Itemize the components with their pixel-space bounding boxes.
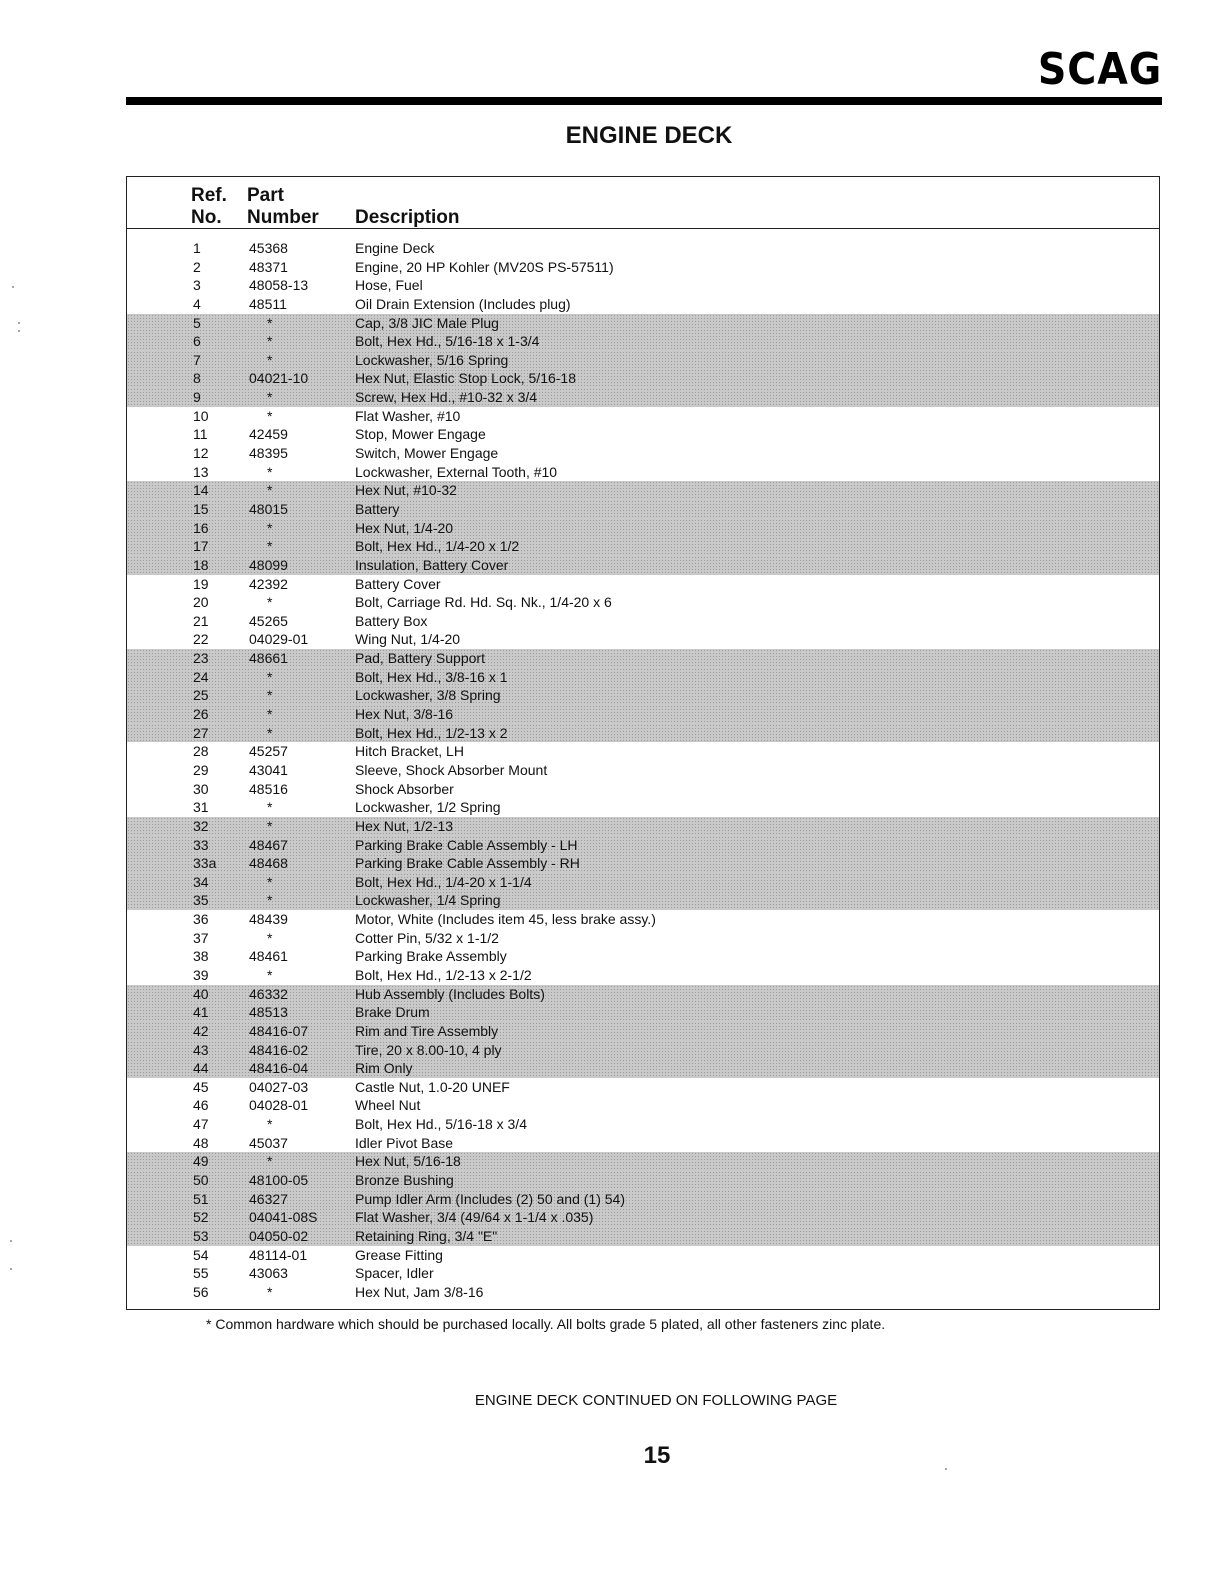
ref-number: 33a [193,855,217,872]
part-description: Flat Washer, #10 [355,407,461,424]
table-row [127,537,1159,556]
part-description: Hex Nut, 3/8-16 [355,706,454,723]
ref-number: 43 [193,1041,209,1058]
part-description: Hex Nut, Jam 3/8-16 [355,1283,484,1300]
column-header-part: Part Number [247,185,319,228]
part-number: 45037 [249,1134,288,1151]
ref-number: 21 [193,612,209,629]
ref-number: 6 [193,333,201,350]
part-description: Flat Washer, 3/4 (49/64 x 1-1/4 x .035) [355,1209,594,1226]
part-number: * [267,314,273,331]
table-row [127,575,1159,594]
part-number: * [267,706,273,723]
part-number: 04027-03 [249,1078,309,1095]
part-number: 48114-01 [249,1246,308,1263]
ref-number: 16 [193,519,209,536]
ref-number: 10 [193,407,209,424]
table-row [127,724,1159,743]
part-description: Retaining Ring, 3/4 "E" [355,1227,498,1244]
part-number: 04041-08S [249,1209,318,1226]
part-description: Bronze Bushing [355,1172,454,1189]
parts-table [126,176,1160,1310]
ref-number: 46 [193,1097,209,1114]
ref-number: 45 [193,1078,209,1095]
part-number: 43041 [249,761,288,778]
part-description: Stop, Mower Engage [355,426,486,443]
ref-number: 13 [193,463,209,480]
part-description: Rim and Tire Assembly [355,1022,499,1039]
part-description: Screw, Hex Hd., #10-32 x 3/4 [355,389,538,406]
table-row [127,1190,1159,1209]
part-number: 48395 [249,445,288,462]
part-description: Spacer, Idler [355,1265,434,1282]
ref-number: 8 [193,370,201,387]
ref-number: 34 [193,873,209,890]
ref-number: 53 [193,1227,209,1244]
part-number: * [267,407,273,424]
table-row [127,1246,1159,1265]
ref-number: 50 [193,1172,209,1189]
table-row [127,966,1159,985]
ref-number: 27 [193,724,209,741]
table-row [127,239,1159,258]
part-number: 48416-07 [249,1022,309,1039]
table-row [127,351,1159,370]
part-number: 45257 [249,743,288,760]
table-row [127,258,1159,277]
part-number: * [267,873,273,890]
brand-logo: SCAG [1037,44,1162,95]
table-row [127,742,1159,761]
table-row [127,276,1159,295]
table-row [127,780,1159,799]
part-number: * [267,1116,273,1133]
scan-speck [18,322,20,324]
part-number: 46332 [249,985,288,1002]
table-row [127,463,1159,482]
table-row [127,817,1159,836]
ref-number: 12 [193,445,209,462]
part-number: * [267,333,273,350]
table-row [127,1227,1159,1246]
ref-number: 31 [193,799,209,816]
part-description: Castle Nut, 1.0-20 UNEF [355,1078,510,1095]
table-row [127,985,1159,1004]
ref-number: 29 [193,761,209,778]
part-description: Bolt, Hex Hd., 3/8-16 x 1 [355,668,508,685]
ref-number: 32 [193,817,209,834]
part-number: 42392 [249,575,288,592]
table-body [127,239,1159,1302]
part-description: Hose, Fuel [355,277,423,294]
table-row [127,761,1159,780]
part-number: * [267,594,273,611]
part-number: 48416-02 [249,1041,309,1058]
part-description: Bolt, Hex Hd., 1/2-13 x 2-1/2 [355,966,532,983]
part-description: Oil Drain Extension (Includes plug) [355,295,571,312]
part-description: Cotter Pin, 5/32 x 1-1/2 [355,929,499,946]
table-row [127,1003,1159,1022]
part-description: Lockwasher, 1/4 Spring [355,892,501,909]
ref-number: 7 [193,351,201,368]
part-description: Hex Nut, 1/4-20 [355,519,454,536]
part-description: Hex Nut, 5/16-18 [355,1153,461,1170]
part-description: Hex Nut, 1/2-13 [355,817,454,834]
part-number: 48439 [249,911,288,928]
part-description: Wing Nut, 1/4-20 [355,631,461,648]
table-row [127,519,1159,538]
part-description: Bolt, Carriage Rd. Hd. Sq. Nk., 1/4-20 x 6 [355,594,612,611]
ref-number: 5 [193,314,201,331]
column-header-ref: Ref. No. [191,185,227,228]
part-number: * [267,1153,273,1170]
ref-number: 40 [193,985,209,1002]
part-number: * [267,724,273,741]
table-row [127,1283,1159,1302]
part-number: 48661 [249,650,288,667]
part-number: 45265 [249,612,288,629]
ref-number: 38 [193,948,209,965]
ref-number: 54 [193,1246,209,1263]
part-description: Lockwasher, 1/2 Spring [355,799,501,816]
ref-number: 56 [193,1283,209,1300]
ref-number: 17 [193,538,209,555]
part-number: * [267,463,273,480]
part-description: Pump Idler Arm (Includes (2) 50 and (1) 54) [355,1190,626,1207]
scan-speck [10,1240,12,1242]
table-row [127,388,1159,407]
ref-number: 41 [193,1004,209,1021]
part-number: * [267,519,273,536]
ref-number: 25 [193,687,209,704]
table-row [127,369,1159,388]
table-row [127,425,1159,444]
table-row [127,407,1159,426]
table-row [127,854,1159,873]
ref-number: 42 [193,1022,209,1039]
table-row [127,1134,1159,1153]
table-row [127,649,1159,668]
part-description: Parking Brake Assembly [355,948,507,965]
table-row [127,1264,1159,1283]
part-number: 42459 [249,426,288,443]
part-description: Bolt, Hex Hd., 1/4-20 x 1/2 [355,538,520,555]
ref-number: 51 [193,1190,209,1207]
part-number: * [267,351,273,368]
continued-note: ENGINE DECK CONTINUED ON FOLLOWING PAGE [474,1392,838,1409]
part-description: Brake Drum [355,1004,430,1021]
part-description: Battery [355,500,400,517]
table-row [127,500,1159,519]
part-description: Idler Pivot Base [355,1134,454,1151]
table-row [127,686,1159,705]
part-description: Tire, 20 x 8.00-10, 4 ply [355,1041,502,1058]
part-description: Grease Fitting [355,1246,443,1263]
table-row [127,1059,1159,1078]
header-rule [126,97,1162,105]
ref-number: 4 [193,295,201,312]
part-number: * [267,799,273,816]
ref-number: 36 [193,911,209,928]
ref-number: 52 [193,1209,209,1226]
table-row [127,798,1159,817]
table-row [127,1096,1159,1115]
part-number: * [267,687,273,704]
ref-number: 2 [193,258,201,275]
column-header-description: Description [355,207,460,228]
table-row [127,444,1159,463]
part-number: * [267,482,273,499]
part-number: * [267,668,273,685]
table-row [127,1115,1159,1134]
part-description: Shock Absorber [355,780,454,797]
part-description: Cap, 3/8 JIC Male Plug [355,314,499,331]
ref-number: 18 [193,556,209,573]
part-number: 48100-05 [249,1172,309,1189]
part-number: * [267,892,273,909]
table-row [127,481,1159,500]
ref-number: 35 [193,892,209,909]
table-row [127,630,1159,649]
part-description: Engine Deck [355,240,435,256]
part-number: 04028-01 [249,1097,309,1114]
part-number: 48058-13 [249,277,309,294]
part-number: 48416-04 [249,1060,309,1077]
part-number: 04021-10 [249,370,309,387]
ref-number: 15 [193,500,209,517]
part-description: Lockwasher, 5/16 Spring [355,351,509,368]
ref-number: 39 [193,966,209,983]
ref-number: 23 [193,650,209,667]
table-row [127,314,1159,333]
part-description: Parking Brake Cable Assembly - RH [355,855,580,872]
part-description: Wheel Nut [355,1097,421,1114]
table-row [127,891,1159,910]
part-description: Switch, Mower Engage [355,445,499,462]
ref-number: 47 [193,1116,209,1133]
ref-number: 48 [193,1134,209,1151]
ref-number: 26 [193,706,209,723]
part-number: * [267,966,273,983]
part-description: Insulation, Battery Cover [355,556,509,573]
table-row [127,1171,1159,1190]
table-row [127,836,1159,855]
part-description: Bolt, Hex Hd., 1/2-13 x 2 [355,724,508,741]
part-description: Rim Only [355,1060,413,1077]
table-row [127,873,1159,892]
page-number: 15 [643,1442,671,1469]
part-number: 46327 [249,1190,288,1207]
part-number: 43063 [249,1265,288,1282]
ref-number: 49 [193,1153,209,1170]
table-row [127,910,1159,929]
table-row [127,612,1159,631]
scan-speck [18,330,20,332]
table-row [127,929,1159,948]
ref-number: 55 [193,1265,209,1282]
ref-number: 1 [193,240,201,256]
table-row [127,705,1159,724]
part-description: Lockwasher, External Tooth, #10 [355,463,558,480]
part-description: Lockwasher, 3/8 Spring [355,687,501,704]
part-number: 45368 [249,240,288,256]
part-description: Hub Assembly (Includes Bolts) [355,985,545,1002]
ref-number: 14 [193,482,209,499]
ref-number: 37 [193,929,209,946]
part-number: 48513 [249,1004,288,1021]
page-title: ENGINE DECK [565,122,733,149]
part-description: Hex Nut, #10-32 [355,482,457,499]
ref-number: 24 [193,668,209,685]
table-row [127,593,1159,612]
part-number: 48467 [249,836,288,853]
part-number: * [267,1283,273,1300]
table-row [127,1208,1159,1227]
part-description: Hex Nut, Elastic Stop Lock, 5/16-18 [355,370,576,387]
table-row [127,295,1159,314]
ref-number: 44 [193,1060,209,1077]
table-row [127,1041,1159,1060]
table-row [127,947,1159,966]
ref-number: 30 [193,780,209,797]
part-number: 48468 [249,855,288,872]
part-description: Motor, White (Includes item 45, less brake assy.) [355,911,656,928]
part-number: 04050-02 [249,1227,309,1244]
part-description: Parking Brake Cable Assembly - LH [355,836,578,853]
scan-speck [10,1268,12,1270]
part-description: Pad, Battery Support [355,650,485,667]
ref-number: 28 [193,743,209,760]
part-number: 48099 [249,556,288,573]
table-row [127,1078,1159,1097]
part-number: 48516 [249,780,288,797]
part-description: Bolt, Hex Hd., 5/16-18 x 1-3/4 [355,333,540,350]
table-row [127,1152,1159,1171]
part-description: Bolt, Hex Hd., 1/4-20 x 1-1/4 [355,873,532,890]
table-header [127,177,1159,229]
ref-number: 33 [193,836,209,853]
ref-number: 19 [193,575,209,592]
part-description: Sleeve, Shock Absorber Mount [355,761,548,778]
ref-number: 22 [193,631,209,648]
ref-number: 11 [193,426,208,443]
part-number: 48371 [249,258,288,275]
part-number: 48461 [249,948,288,965]
ref-number: 3 [193,277,201,294]
table-row [127,556,1159,575]
table-row [127,668,1159,687]
part-number: * [267,817,273,834]
table-row [127,1022,1159,1041]
ref-number: 20 [193,594,209,611]
part-number: 48511 [249,295,287,312]
footnote: * Common hardware which should be purchased locally. All bolts grade 5 plated, all other fasteners zinc plate. [206,1316,886,1332]
part-description: Battery Box [355,612,428,629]
part-number: 04029-01 [249,631,309,648]
part-description: Hitch Bracket, LH [355,743,464,760]
table-row [127,332,1159,351]
part-number: 48015 [249,500,288,517]
scan-speck [945,1468,947,1470]
part-description: Engine, 20 HP Kohler (MV20S PS-57511) [355,258,614,275]
part-number: * [267,929,273,946]
part-number: * [267,538,273,555]
scan-speck [12,286,14,288]
part-description: Battery Cover [355,575,441,592]
ref-number: 9 [193,389,201,406]
part-number: * [267,389,273,406]
part-description: Bolt, Hex Hd., 5/16-18 x 3/4 [355,1116,527,1133]
